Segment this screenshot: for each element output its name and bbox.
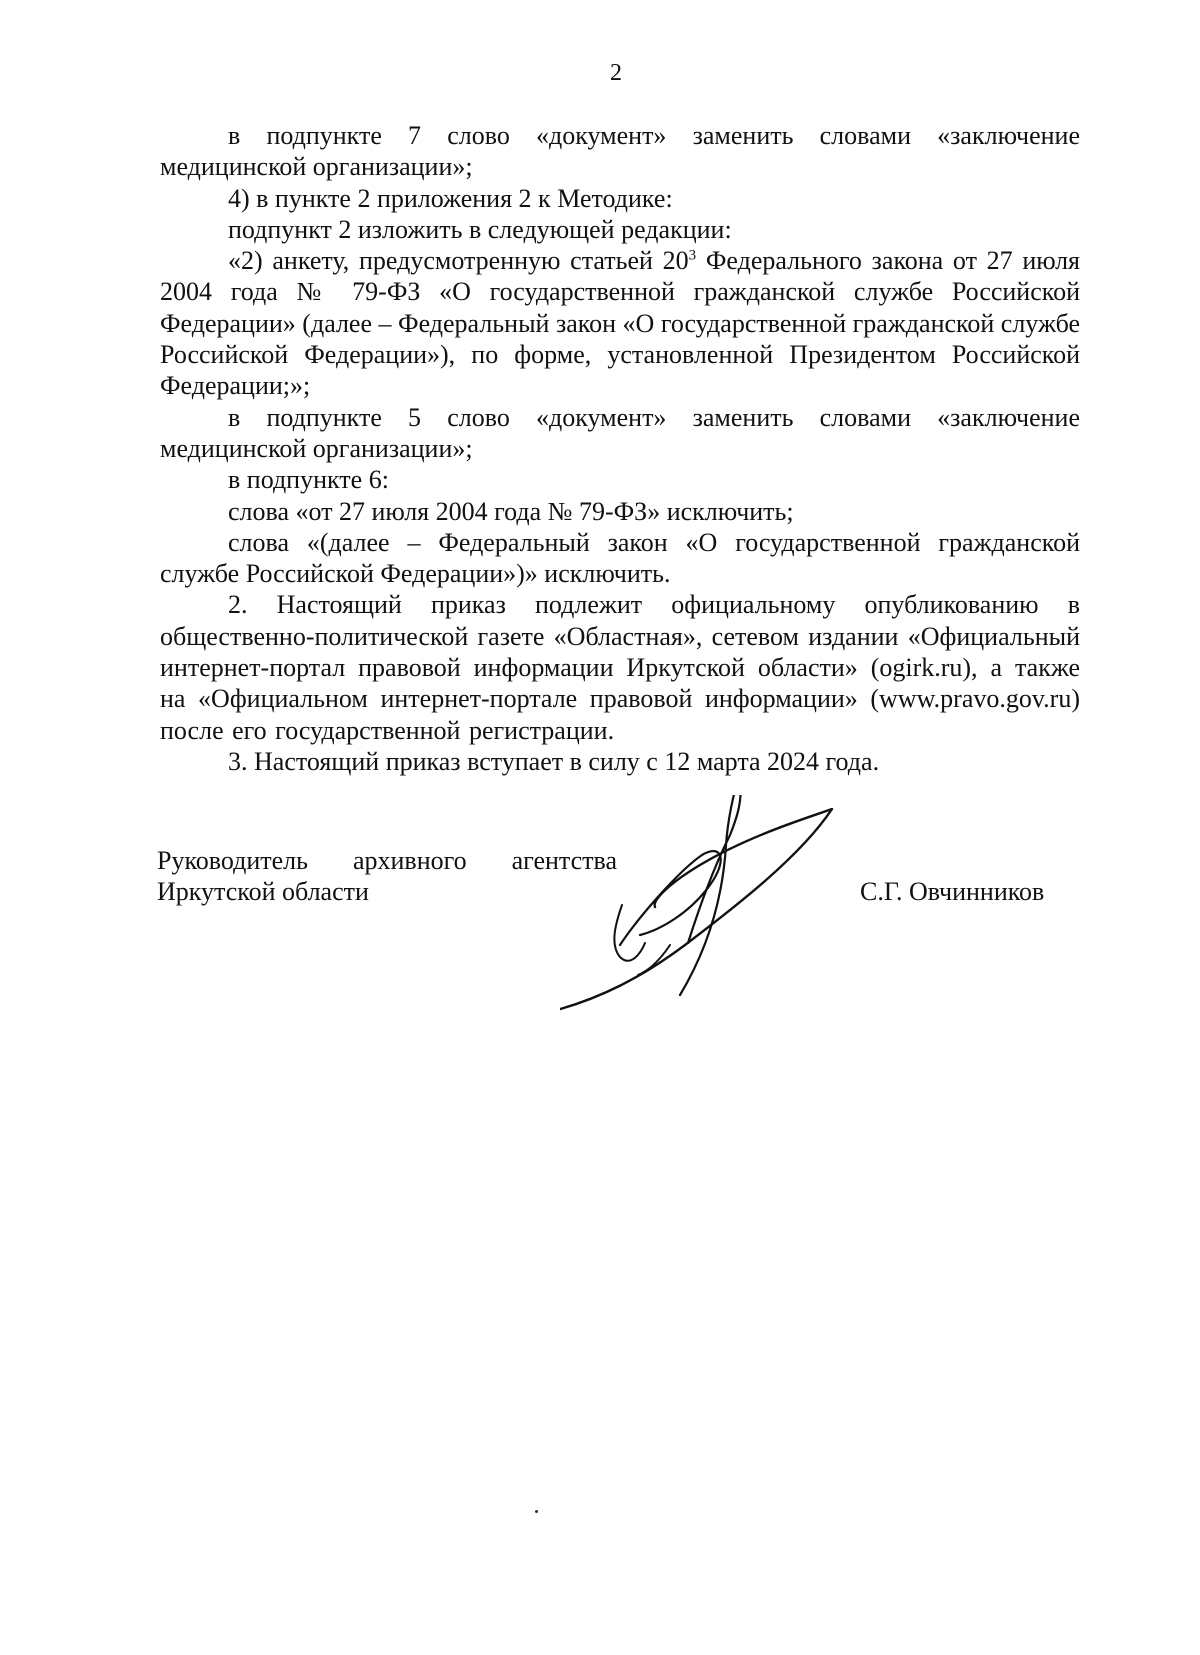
paragraph-subitem-7: в подпункте 7 слово «документ» заменить словами «заключение медицинской организации»; [160,121,1080,182]
article-superscript: 3 [688,247,697,264]
questionnaire-text-start: «2) анкету, предусмотренную статьей 20 [228,246,689,276]
signatory-title-word-3: агентства [511,846,617,875]
signatory-title-word-2: архивного [352,846,467,875]
document-body [160,120,1080,777]
page-number: 2 [610,60,622,86]
paragraph-subitem-5: в подпункте 5 слово «документ» заменить словами «заключение медицинской организации»; [160,402,1080,463]
paragraph-subitem-2-edit: подпункт 2 изложить в следующей редакции: [228,214,732,244]
signer-name: С.Г. Овчинников [860,877,1045,906]
signatory-title-line-1 [157,845,617,876]
signatory-title-word-1: Руководитель [157,846,308,875]
signatory-title-line-2: Иркутской области [157,877,369,906]
handwritten-signature [560,795,890,1025]
paragraph-questionnaire [160,245,1080,401]
questionnaire-text-end: Федерального закона от 27 июля 2004 года № 79-ФЗ «О государственной гражданской службе Российской Федерации» (далее – Федеральный закон «О государственной гражданской службе Российской Федерации»), по форме, установленной Президентом Российской Федерации;»; [160,246,1080,401]
paragraph-effective-date: 3. Настоящий приказ вступает в силу с 12 марта 2024 года. [228,746,880,776]
paragraph-exclude-reference: слова «(далее – Федеральный закон «О государственной гражданской службе Российской Федерации»)» исключить. [160,527,1080,589]
paragraph-item-4: 4) в пункте 2 приложения 2 к Методике: [228,183,673,213]
paragraph-publication: 2. Настоящий приказ подлежит официальному опубликованию в общественно-политической газете «Областная», сетевом издании «Официальный интернет-портал правовой информации Иркутской области» (ogirk.ru), а также на «Официальном интернет-портале правовой информации» (www.pravo.gov.ru) после его государственной регистрации. [160,590,1080,745]
scan-dot [535,1510,538,1513]
paragraph-subitem-6: в подпункте 6: [228,465,389,495]
signatory-title [157,845,617,907]
paragraph-exclude-date: слова «от 27 июля 2004 года № 79-ФЗ» исключить; [228,496,794,526]
